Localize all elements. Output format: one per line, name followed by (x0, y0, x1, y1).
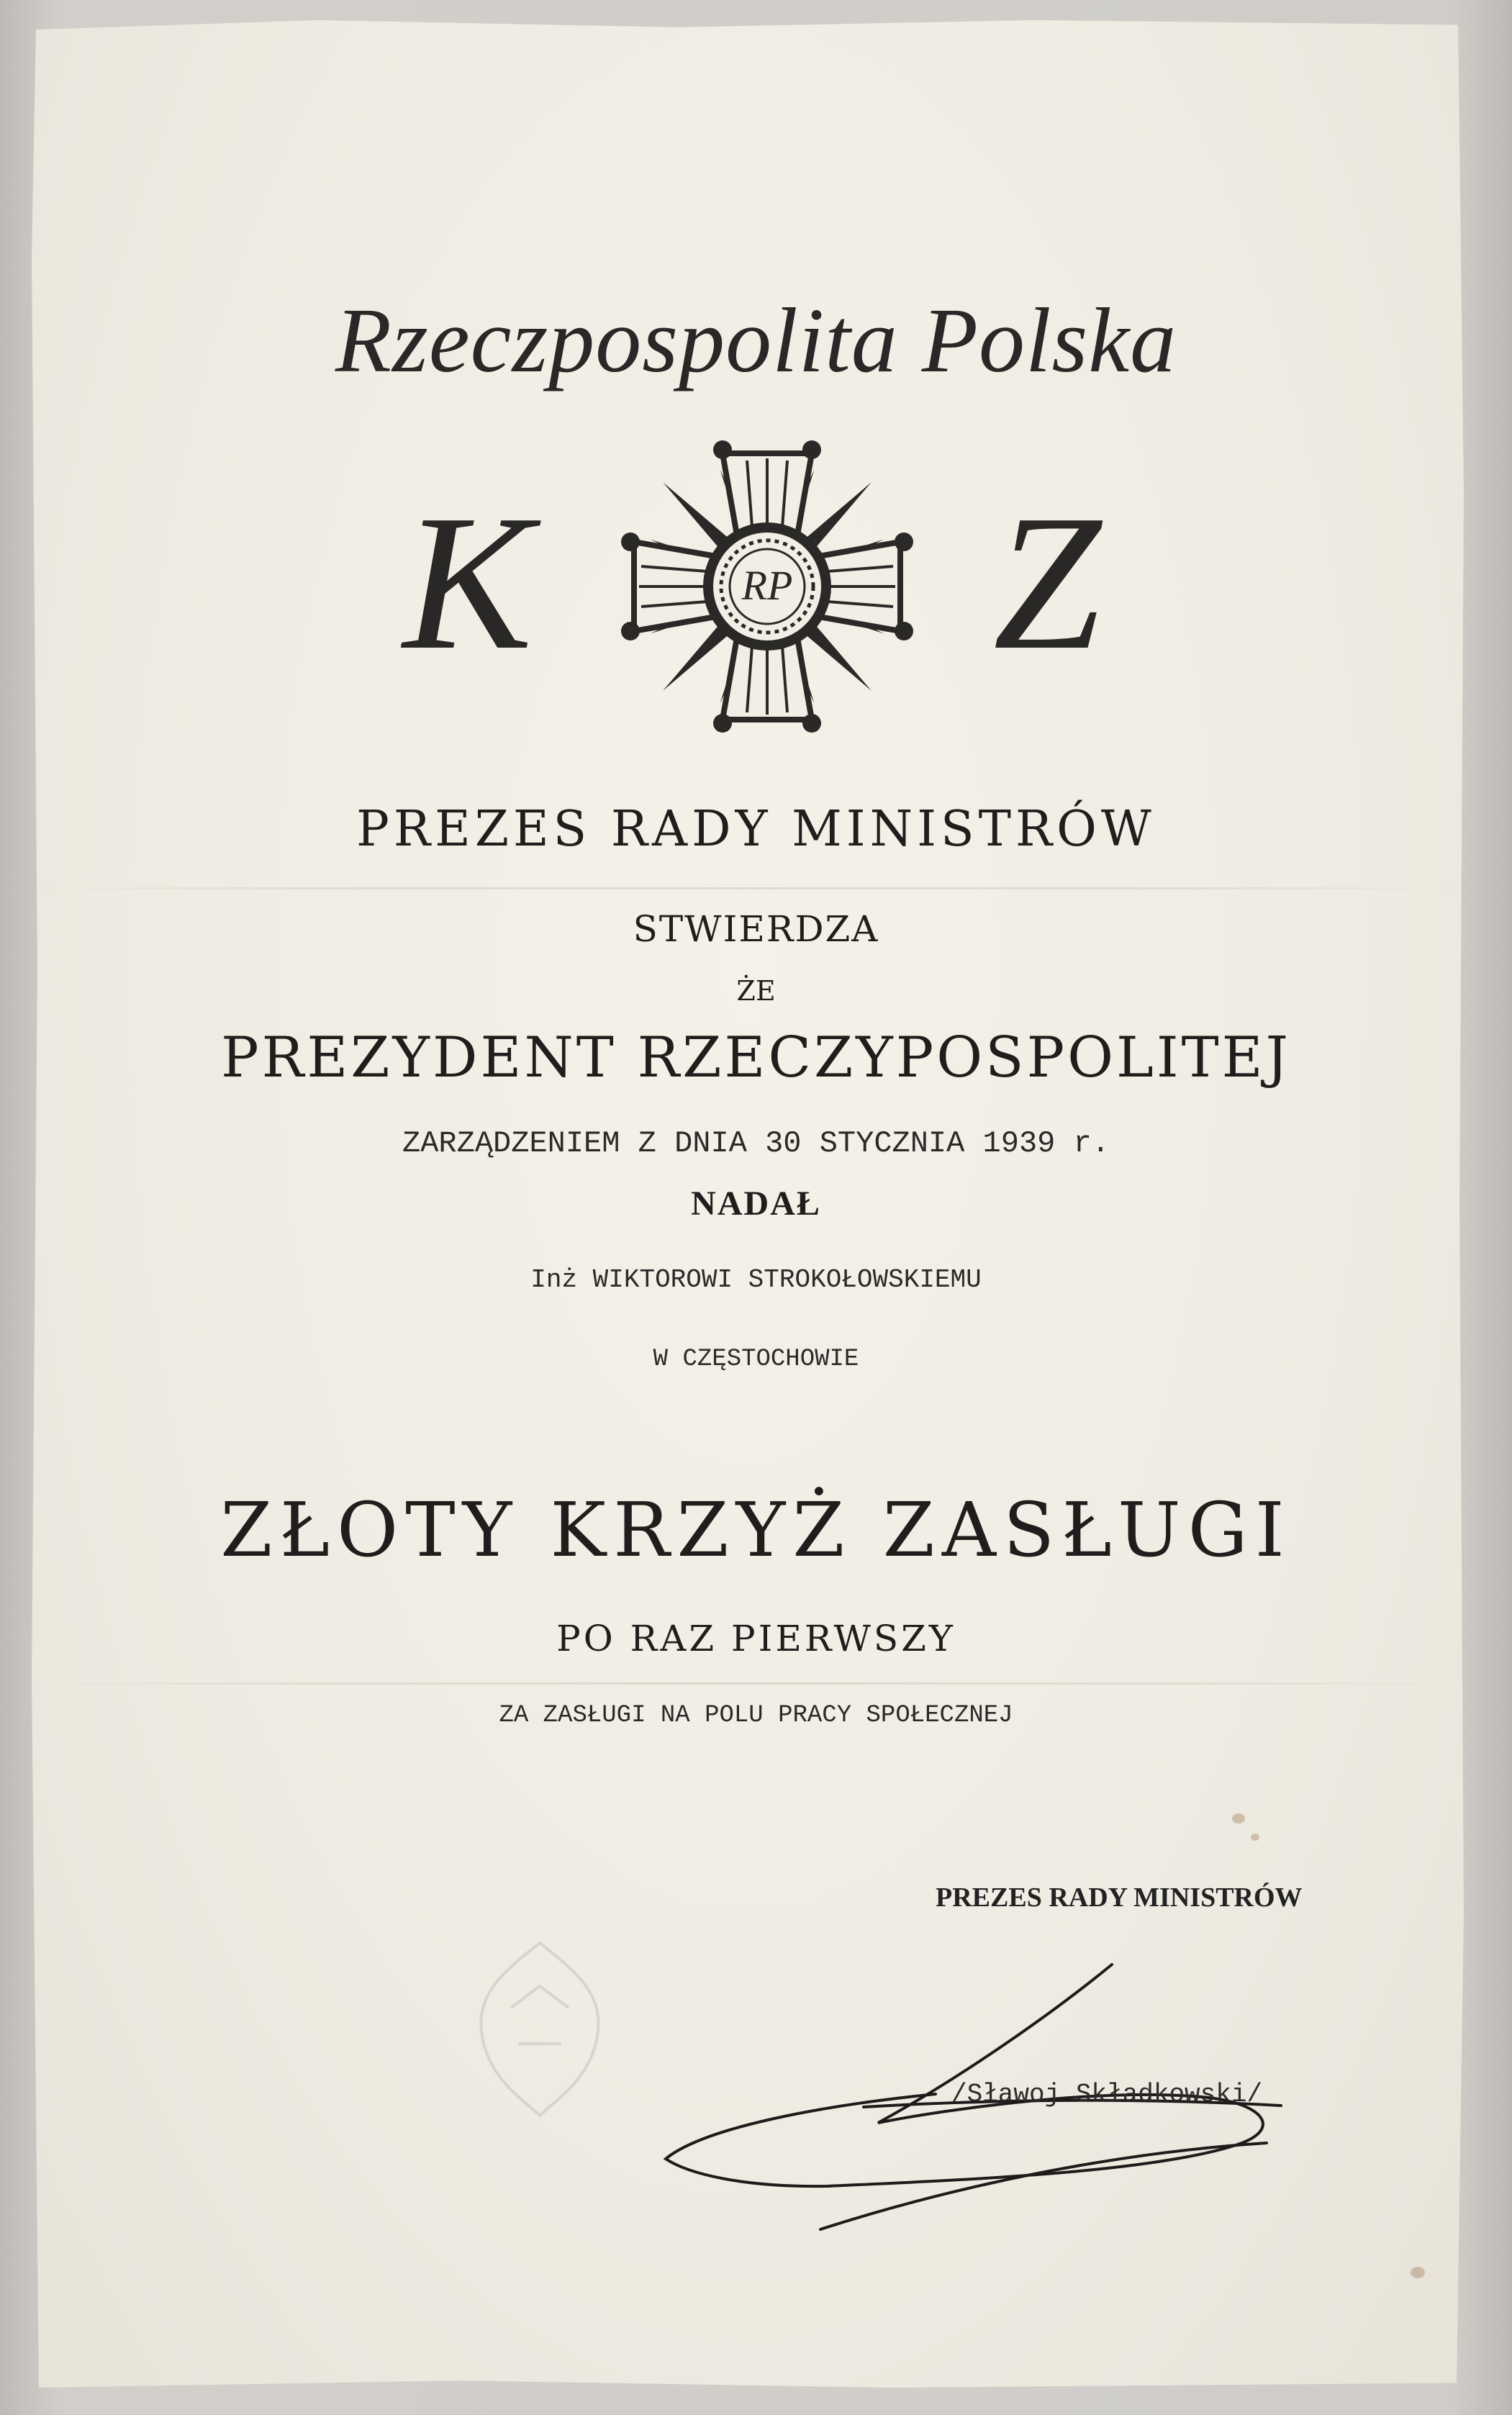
emblem-group (0, 0, 1512, 792)
medal-monogram: RP (741, 562, 793, 609)
paper-stain (1251, 1834, 1259, 1841)
paper-stain (1411, 2267, 1425, 2278)
embossed-seal-icon (446, 1929, 633, 2130)
award-title: ZŁOTY KRZYŻ ZASŁUGI (220, 1486, 1292, 1574)
reason-line: ZA ZASŁUGI NA POLU PRACY SPOŁECZNEJ (499, 1702, 1013, 1729)
signatory-name: /Sławoj Składkowski/ (951, 2080, 1263, 2109)
paper-stain (1232, 1813, 1245, 1823)
award-times-line: PO RAZ PIERWSZY (556, 1618, 956, 1659)
verb-line: STWIERDZA (633, 908, 879, 950)
decree-line: ZARZĄDZENIEM Z DNIA 30 STYCZNIA 1939 r. (402, 1126, 1110, 1161)
monogram-right: Z (992, 475, 1102, 690)
awarded-line: NADAŁ (691, 1184, 821, 1223)
cross-of-merit-icon (621, 440, 913, 733)
issuer-heading: PREZES RADY MINISTRÓW (356, 801, 1156, 858)
fold-line (32, 887, 1464, 889)
signatory-title: PREZES RADY MINISTRÓW (936, 1882, 1303, 1913)
monogram-left: K (402, 475, 533, 690)
fold-line (32, 1682, 1464, 1685)
place-line: W CZĘSTOCHOWIE (653, 1346, 859, 1373)
conjunction-line: ŻE (736, 975, 776, 1007)
header-script-title: Rzeczpospolita Polska (335, 289, 1177, 391)
recipient-line: Inż WIKTOROWI STROKOŁOWSKIEMU (530, 1265, 982, 1295)
president-line: PREZYDENT RZECZYPOSPOLITEJ (221, 1025, 1291, 1090)
